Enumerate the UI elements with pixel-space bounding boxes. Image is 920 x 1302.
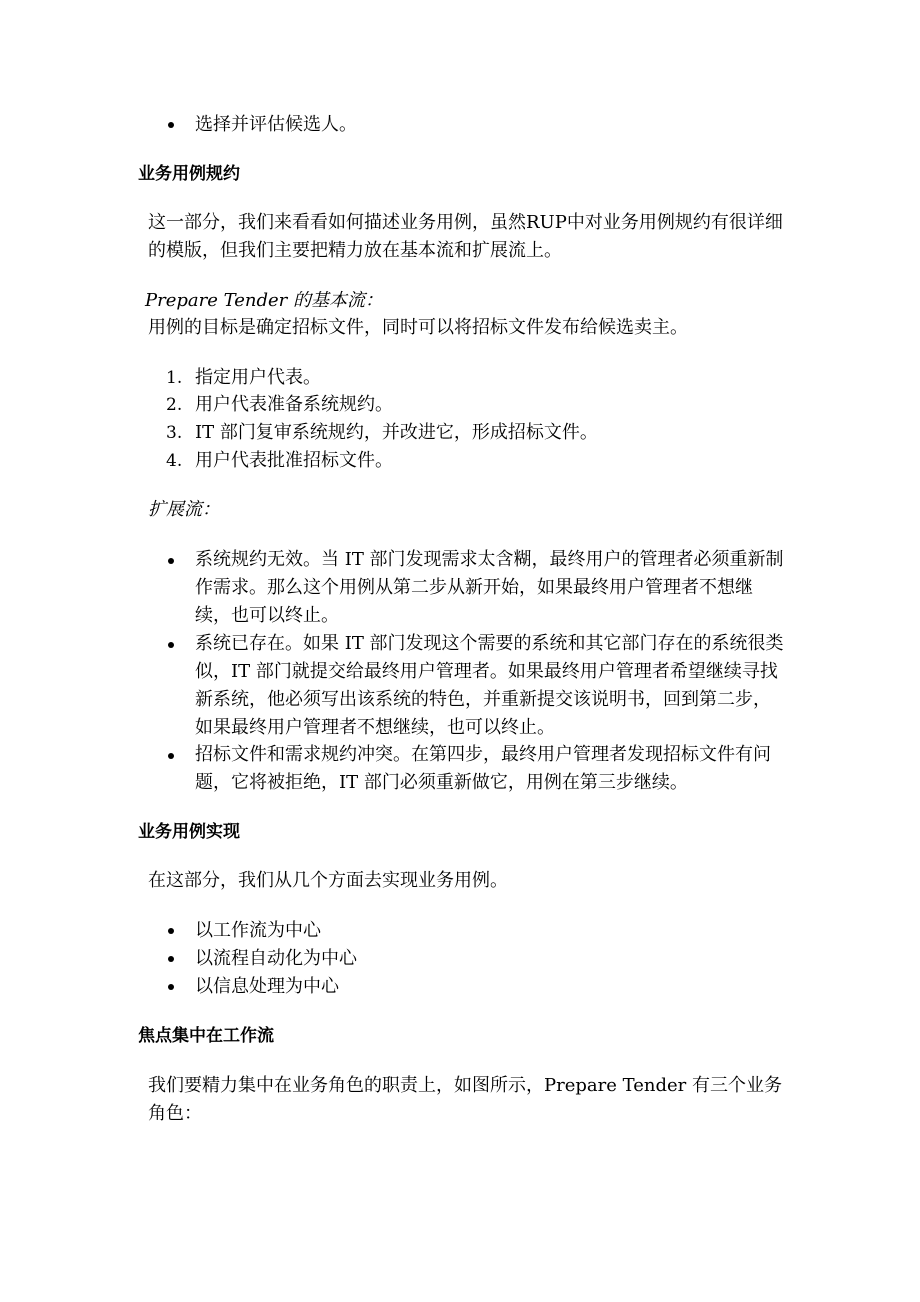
step-text: 用户代表准备系统规约。 — [195, 394, 393, 415]
paragraph-spec-intro: 这一部分，我们来看看如何描述业务用例，虽然RUP中对业务用例规约有很详细的模版，但我们主要把精力放在基本流和扩展流上。 — [148, 212, 783, 261]
ext-list-item: 系统已存在。如果 IT 部门发现这个需要的系统和其它部门存在的系统很类似，IT 部门就提交给最终用户管理者。如果最终用户管理者希望继续寻找新系统，他必须写出该系统的特色，并重新提交该说明书，回到第二步，如果最终用户管理者不想继续，也可以终止。 — [195, 633, 784, 738]
step-text: 用户代表批准招标文件。 — [195, 450, 393, 471]
basic-flow-goal: 用例的目标是确定招标文件，同时可以将招标文件发布给候选卖主。 — [148, 317, 688, 338]
section-heading-realization: 业务用例实现 — [138, 822, 240, 842]
bullet-dot — [168, 122, 174, 128]
bullet-dot — [168, 928, 174, 934]
ext-list-item: 招标文件和需求规约冲突。在第四步，最终用户管理者发现招标文件有问题，它将被拒绝，IT 部门必须重新做它，用例在第三步继续。 — [195, 744, 771, 793]
paragraph-realization-intro: 在这部分，我们从几个方面去实现业务用例。 — [148, 870, 508, 891]
step-text: 指定用户代表。 — [195, 367, 321, 388]
realization-list-item: 以信息处理为中心 — [195, 976, 339, 997]
step-text: IT 部门复审系统规约，并改进它，形成招标文件。 — [195, 422, 598, 443]
basic-flow-title: Prepare Tender 的基本流： — [145, 290, 383, 311]
step-number: 3. — [166, 423, 183, 443]
bullet-dot — [168, 753, 174, 759]
section-heading-spec: 业务用例规约 — [138, 164, 240, 184]
paragraph-workflow: 我们要精力集中在业务角色的职责上，如图所示，Prepare Tender 有三个业务角色： — [148, 1075, 782, 1124]
step-number: 2. — [166, 395, 183, 415]
step-number: 1. — [166, 368, 183, 388]
bullet-dot — [168, 956, 174, 962]
realization-list-item: 以流程自动化为中心 — [195, 948, 357, 969]
ext-flow-title: 扩展流： — [148, 499, 220, 520]
ext-list-item: 系统规约无效。当 IT 部门发现需求太含糊，最终用户的管理者必须重新制作需求。那么这个用例从第二步从新开始，如果最终用户管理者不想继续，也可以终止。 — [195, 549, 784, 626]
bullet-dot — [168, 558, 174, 564]
list-item: 选择并评估候选人。 — [195, 114, 357, 135]
bullet-dot — [168, 984, 174, 990]
bullet-dot — [168, 642, 174, 648]
section-heading-workflow: 焦点集中在工作流 — [138, 1026, 274, 1046]
realization-list-item: 以工作流为中心 — [195, 920, 321, 941]
step-number: 4. — [166, 451, 183, 471]
